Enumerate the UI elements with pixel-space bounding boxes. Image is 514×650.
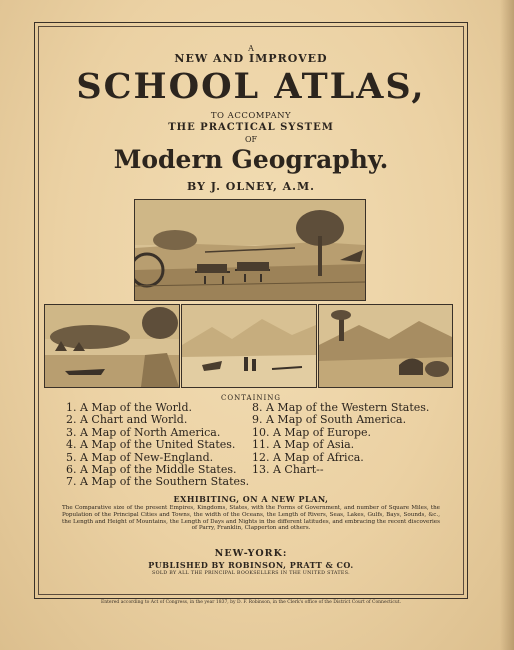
title-new-improved: NEW AND IMPROVED <box>174 52 328 65</box>
main-title: SCHOOL ATLAS, <box>76 66 426 107</box>
title-article: A <box>248 44 254 53</box>
map-list-right <box>252 402 429 476</box>
map-list-item: 2. A Chart and World. <box>66 413 188 427</box>
map-list-item: 5. A Map of New-England. <box>66 450 214 464</box>
map-list-item: 3. A Map of North America. <box>66 425 221 439</box>
map-list-item: 8. A Map of the Western States. <box>252 401 430 414</box>
engraving-river-camp <box>44 304 180 388</box>
imprint-city: NEW-YORK: <box>214 548 288 559</box>
copyright-notice: Entered according to Act of Congress, in the year 1837, by D. F. Robinson, in the Clerk's office of the District Court of Connecticut. <box>100 600 402 605</box>
exhibiting-heading: EXHIBITING, ON A NEW PLAN, <box>173 494 329 504</box>
map-list-item: 12. A Map of Africa. <box>252 450 364 464</box>
map-list-item: 6. A Map of the Middle States. <box>66 463 237 477</box>
subtitle-modern-geography: Modern Geography. <box>113 145 389 174</box>
map-list-item: 9. A Map of South America. <box>252 413 407 427</box>
map-list-item: 7. A Map of the Southern States. <box>66 475 250 489</box>
engraving-main-landscape <box>134 199 366 301</box>
subtitle-of: OF <box>244 135 258 144</box>
map-list-item: 1. A Map of the World. <box>66 401 192 414</box>
publisher-line: PUBLISHED BY ROBINSON, PRATT & CO. <box>148 560 354 570</box>
map-list-item: 13. A Chart-- <box>252 463 324 477</box>
sold-by-line: SOLD BY ALL THE PRINCIPAL BOOKSELLERS IN THE UNITED STATES. <box>152 571 350 576</box>
author-line: BY J. OLNEY, A.M. <box>186 180 315 193</box>
map-list-item: 11. A Map of Asia. <box>252 438 355 452</box>
engraving-arctic-sledge <box>181 304 317 388</box>
subtitle-practical-system: THE PRACTICAL SYSTEM <box>168 122 334 133</box>
map-list-item: 4. A Map of the United States. <box>66 438 236 452</box>
description-paragraph: The Comparative size of the present Empires, Kingdoms, States, with the Forms of Government, and number of Square Miles, the Population of the Principal Cities and Towns, the width of the Oceans, the Length of Rivers, Seas, Lakes, Gulfs, Bays, Sounds, &c., the Length and Height of Mountains, the Length of Days and Nights in the different latitudes, and embracing the recent discoveries of Parry, Franklin, Clapperton and others. <box>62 505 440 532</box>
contents-heading: CONTAINING <box>221 394 281 402</box>
map-list-item: 10. A Map of Europe. <box>252 425 372 439</box>
map-list-left <box>66 402 249 489</box>
subtitle-accompany: TO ACCOMPANY <box>210 111 292 121</box>
engraving-desert-travelers <box>318 304 453 388</box>
